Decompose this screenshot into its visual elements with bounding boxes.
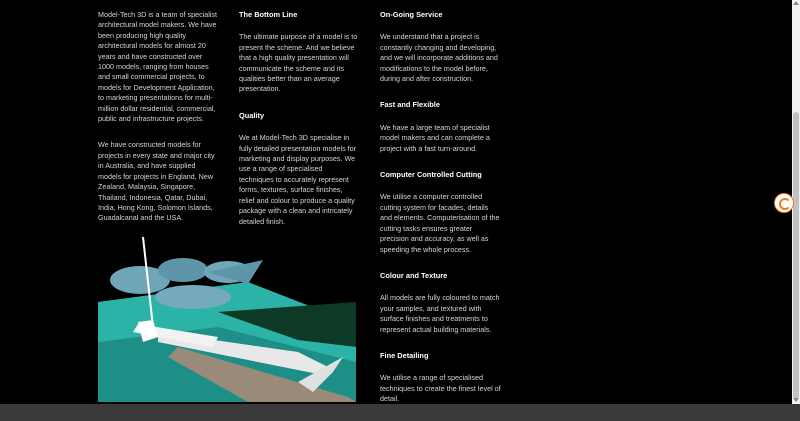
scroll-up-arrow-icon[interactable] <box>793 1 799 5</box>
bottom-line-text: The ultimate purpose of a model is to present the scheme. And we believe that a high quality presentation will communicate the scheme and its qualities better than an average presentation. <box>239 32 358 94</box>
scroll-down-arrow-icon[interactable] <box>793 398 799 402</box>
section-heading: On-Going Service <box>380 10 443 19</box>
middle-column <box>239 10 359 243</box>
architectural-model-photo <box>98 232 356 402</box>
right-column <box>380 10 502 421</box>
section-text: We have a large team of specialist model makers and can complete a project with a fast turn-around. <box>380 122 490 153</box>
quality-heading: Quality <box>239 110 265 120</box>
section-text: We utilise a range of specialised techniques to create the finest level of detail. <box>380 373 501 404</box>
bottom-line-heading: The Bottom Line <box>239 10 298 19</box>
section-text: We understand that a project is constantly changing and developing, and we will incorporate additions and modifications to the model before, during and after construction. <box>380 32 498 84</box>
projects-paragraph: We have constructed models for projects in every state and major city in Australia, and have supplied models for projects in England, New Zealand, Malaysia, Singapore, Thailand, Indonesia, Qatar, Dubai, India, Hong Kong, Solomon Islands, Guadalcanal and the USA. <box>98 140 215 223</box>
section-heading: Fine Detailing <box>380 350 429 360</box>
intro-column <box>98 10 220 240</box>
section-heading: Colour and Texture <box>380 270 448 280</box>
section-heading: Computer Controlled Cutting <box>380 170 482 180</box>
scrollbar-thumb[interactable] <box>793 112 799 400</box>
floating-chat-icon[interactable] <box>774 193 794 213</box>
section-text: We utilise a computer controlled cutting system for facades, details and elements. Computerisation of the cutting tasks ensures greater precision and accuracy, as well as speeding the whole process. <box>380 192 500 254</box>
section-heading: Fast and Flexible <box>380 100 440 110</box>
section-text: All models are fully coloured to match your samples, and textured with surface finishes and treatments to represent actual building materials. <box>380 293 500 334</box>
quality-text: We at Model-Tech 3D specialise in fully detailed presentation models for marketing and display purposes. We use a range of specialised techniques to accurately represent forms, textures, surface finishes, relief and colour to produce a quality package with a clean and intricately detailed finish. <box>239 133 357 226</box>
footer-bar <box>0 404 800 421</box>
intro-paragraph: Model-Tech 3D is a team of specialist architectural model makers. We have been producing high quality architectural models for almost 20 years and have constructed over 1000 models, ranging from houses and small commercial projects, to models for Development Application, to marketing presentations for multi-million dollar residential, commercial, public and infrastructure projects. <box>98 10 218 124</box>
